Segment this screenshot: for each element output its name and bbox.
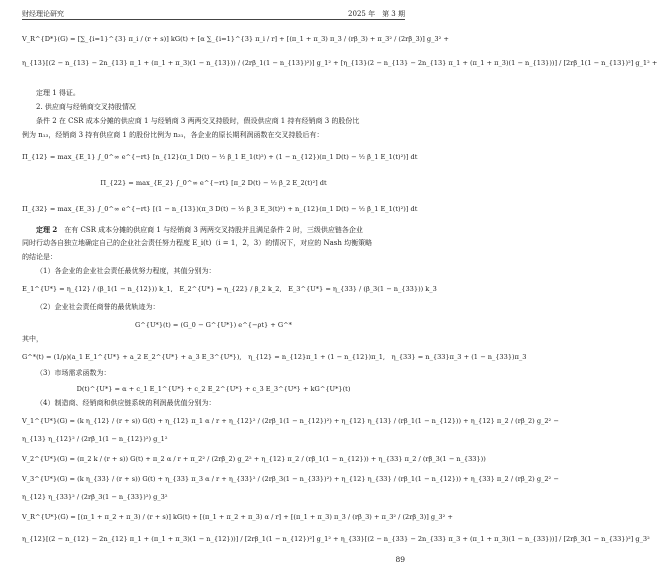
issue-label: 2025 年 第 3 期 (348, 10, 405, 18)
page-number: 89 (395, 555, 405, 564)
equation-v3-line2: η_{12} η_{33}² / (2rβ_3(1 − n_{33})²) g_3² (22, 493, 168, 501)
equation-demand: D(t)^{U*} = α + c_1 E_1^{U*} + c_2 E_2^{U*} + c_3 E_3^{U*} + kG^{U*}(t) (76, 385, 351, 393)
equation-vr-bottom-line1: V_R^{U*}(G) = [(π_1 + π_2 + π_3) / (r + s)] kG(t) + [(π_1 + π_2 + π_3) α / r] + [(π_1 + π_3) π_3 / (rβ_3) + π_3² / (2rβ_3)] g_3² + (22, 513, 453, 521)
equation-pi12: Π_{12} = max_{E_1} ∫_0^∞ e^{−rt} [n_{12}(π_1 D(t) − ½ β_1 E_1(t)²) + (1 − n_{12})(π_1 D(t) − ½ β_1 E_1(t)²)] dt (22, 153, 418, 161)
item-3: （3）市场需求函数为： (36, 369, 111, 377)
equation-vr-top-line2: η_{13}[(2 − n_{13} − 2n_{13} π_1 + (π_1 + π_3)(1 − n_{13})) / (2rβ_1(1 − n_{13})²)] g_1² + [η_{13}(2 − n_{13} − 2n_{13} π_1 + (π_1 + π_3)(1 − n_{13}))] / [2rβ_1(1 − n_{13})²] g_1² + (22, 59, 657, 67)
equation-effort: E_1^{U*} = η_{12} / (β_1(1 − n_{12})) k_1, E_2^{U*} = η_{22} / β_2 k_2, E_3^{U*} = η_{33} / (β_3(1 − n_{33})) k_3 (22, 285, 437, 293)
equation-pi22: Π_{22} = max_{E_2} ∫_0^∞ e^{−rt} [π_2 D(t) − ½ β_2 E_2(t)²] dt (100, 179, 327, 187)
equation-goodwill: G^{U*}(t) = (G_0 − G^{U*}) e^{−ρt} + G^* (135, 321, 292, 329)
equation-gstar: G^*(t) = (1/ρ)(a_1 E_1^{U*} + a_2 E_2^{U*} + a_3 E_3^{U*}), η_{12} = n_{12}π_1 + (1 − n_{12})π_1, η_{33} = n_{33}π_3 + (1 − n_{33})π_3 (22, 353, 527, 361)
theorem-2-line1 (22, 224, 405, 236)
section-heading: 2. 供应商与经销商交叉持股情况 (36, 103, 136, 111)
header-rule (22, 19, 405, 20)
equation-vr-bottom-line2: η_{12}[(2 − n_{12} − 2n_{12} π_1 + (π_1 + π_3)(1 − n_{12}))] / [2rβ_1(1 − n_{12})²] g_1² + η_{33}[(2 − n_{33} − 2n_{33} π_3 + (π_1 + π_3)(1 − n_{33}))] / [2rβ_3(1 − n_{33})²] g_3² (22, 535, 650, 543)
equation-vr-top-line1: V_R^{D*}(G) = [∑_{i=1}^{3} π_i / (r + s)] kG(t) + [α ∑_{i=1}^{3} π_i / r] + [(π_1 + π_3) π_3 / (rβ_3) + π_3² / (2rβ_3)] g_3² + (22, 35, 449, 43)
condition-line2: 例为 n₁₃，经销商 3 持有供应商 1 的股份比例为 n₃₁，各企业的原长期利润函数在交叉持股后有： (22, 131, 324, 139)
equation-v3-line1: V_3^{U*}(G) = (k η_{33} / (r + s)) G(t) + η_{33} π_3 α / r + η_{33}² / (2rβ_3(1 − n_{33})²) + η_{12} η_{33} / (rβ_1(1 − n_{12})) + η_{33} π_2 / (rβ_2) g_2² − (22, 475, 559, 483)
item-4: （4）制造商、经销商和供应链系统的利润最优值分别为： (36, 399, 216, 407)
theorem-2-line2: 同时行动各自独立地确定自己的企业社会责任努力程度 E_i(t)（i = 1，2，3）的情况下，对应的 Nash 均衡策略 (22, 239, 373, 247)
equation-v1-line1: V_1^{U*}(G) = (k η_{12} / (r + s)) G(t) + η_{12} π_1 α / r + η_{12}² / (2rβ_1(1 − n_{12})²) + η_{12} η_{13} / (rβ_1(1 − n_{12})) + η_{12} π_2 / (rβ_2) g_2² − (22, 417, 559, 425)
item-1: （1）各企业的企业社会责任最优努力程度，其值分别为： (36, 267, 216, 275)
proof-end: 定理 1 得证。 (36, 89, 80, 97)
equation-v1-line2: η_{13} η_{12}² / (2rβ_1(1 − n_{12})²) g_1² (22, 435, 168, 443)
equation-pi32: Π_{32} = max_{E_3} ∫_0^∞ e^{−rt} [(1 − n_{13})(π_3 D(t) − ½ β_3 E_3(t)²) + n_{12}(π_1 D(t) − ½ β_1 E_1(t)²)] dt (22, 205, 418, 213)
among-label: 其中， (22, 335, 43, 343)
item-2: （2）企业社会责任商誉的最优轨迹为： (36, 303, 160, 311)
theorem-2-line3: 的结论是： (22, 253, 57, 261)
theorem-label: 定理 2 (36, 225, 58, 234)
journal-name: 财经理论研究 (22, 10, 64, 18)
condition-line1: 条件 2 在 CSR 成本分摊的供应商 1 与经销商 3 两两交叉持股时，假设供应商 1 持有经销商 3 的股份比 (36, 117, 360, 125)
equation-v2: V_2^{U*}(G) = (π_2 k / (r + s)) G(t) + π_2 α / r + π_2² / (2rβ_2) g_2² + η_{12} π_2 / (rβ_1(1 − n_{12})) + η_{33} π_2 / (rβ_3(1 − n_{33})) (22, 455, 486, 463)
theorem-text: 在有 CSR 成本分摊的供应商 1 与经销商 3 两两交叉持股并且满足条件 2 时，三级供应链各企业 (57, 226, 363, 234)
